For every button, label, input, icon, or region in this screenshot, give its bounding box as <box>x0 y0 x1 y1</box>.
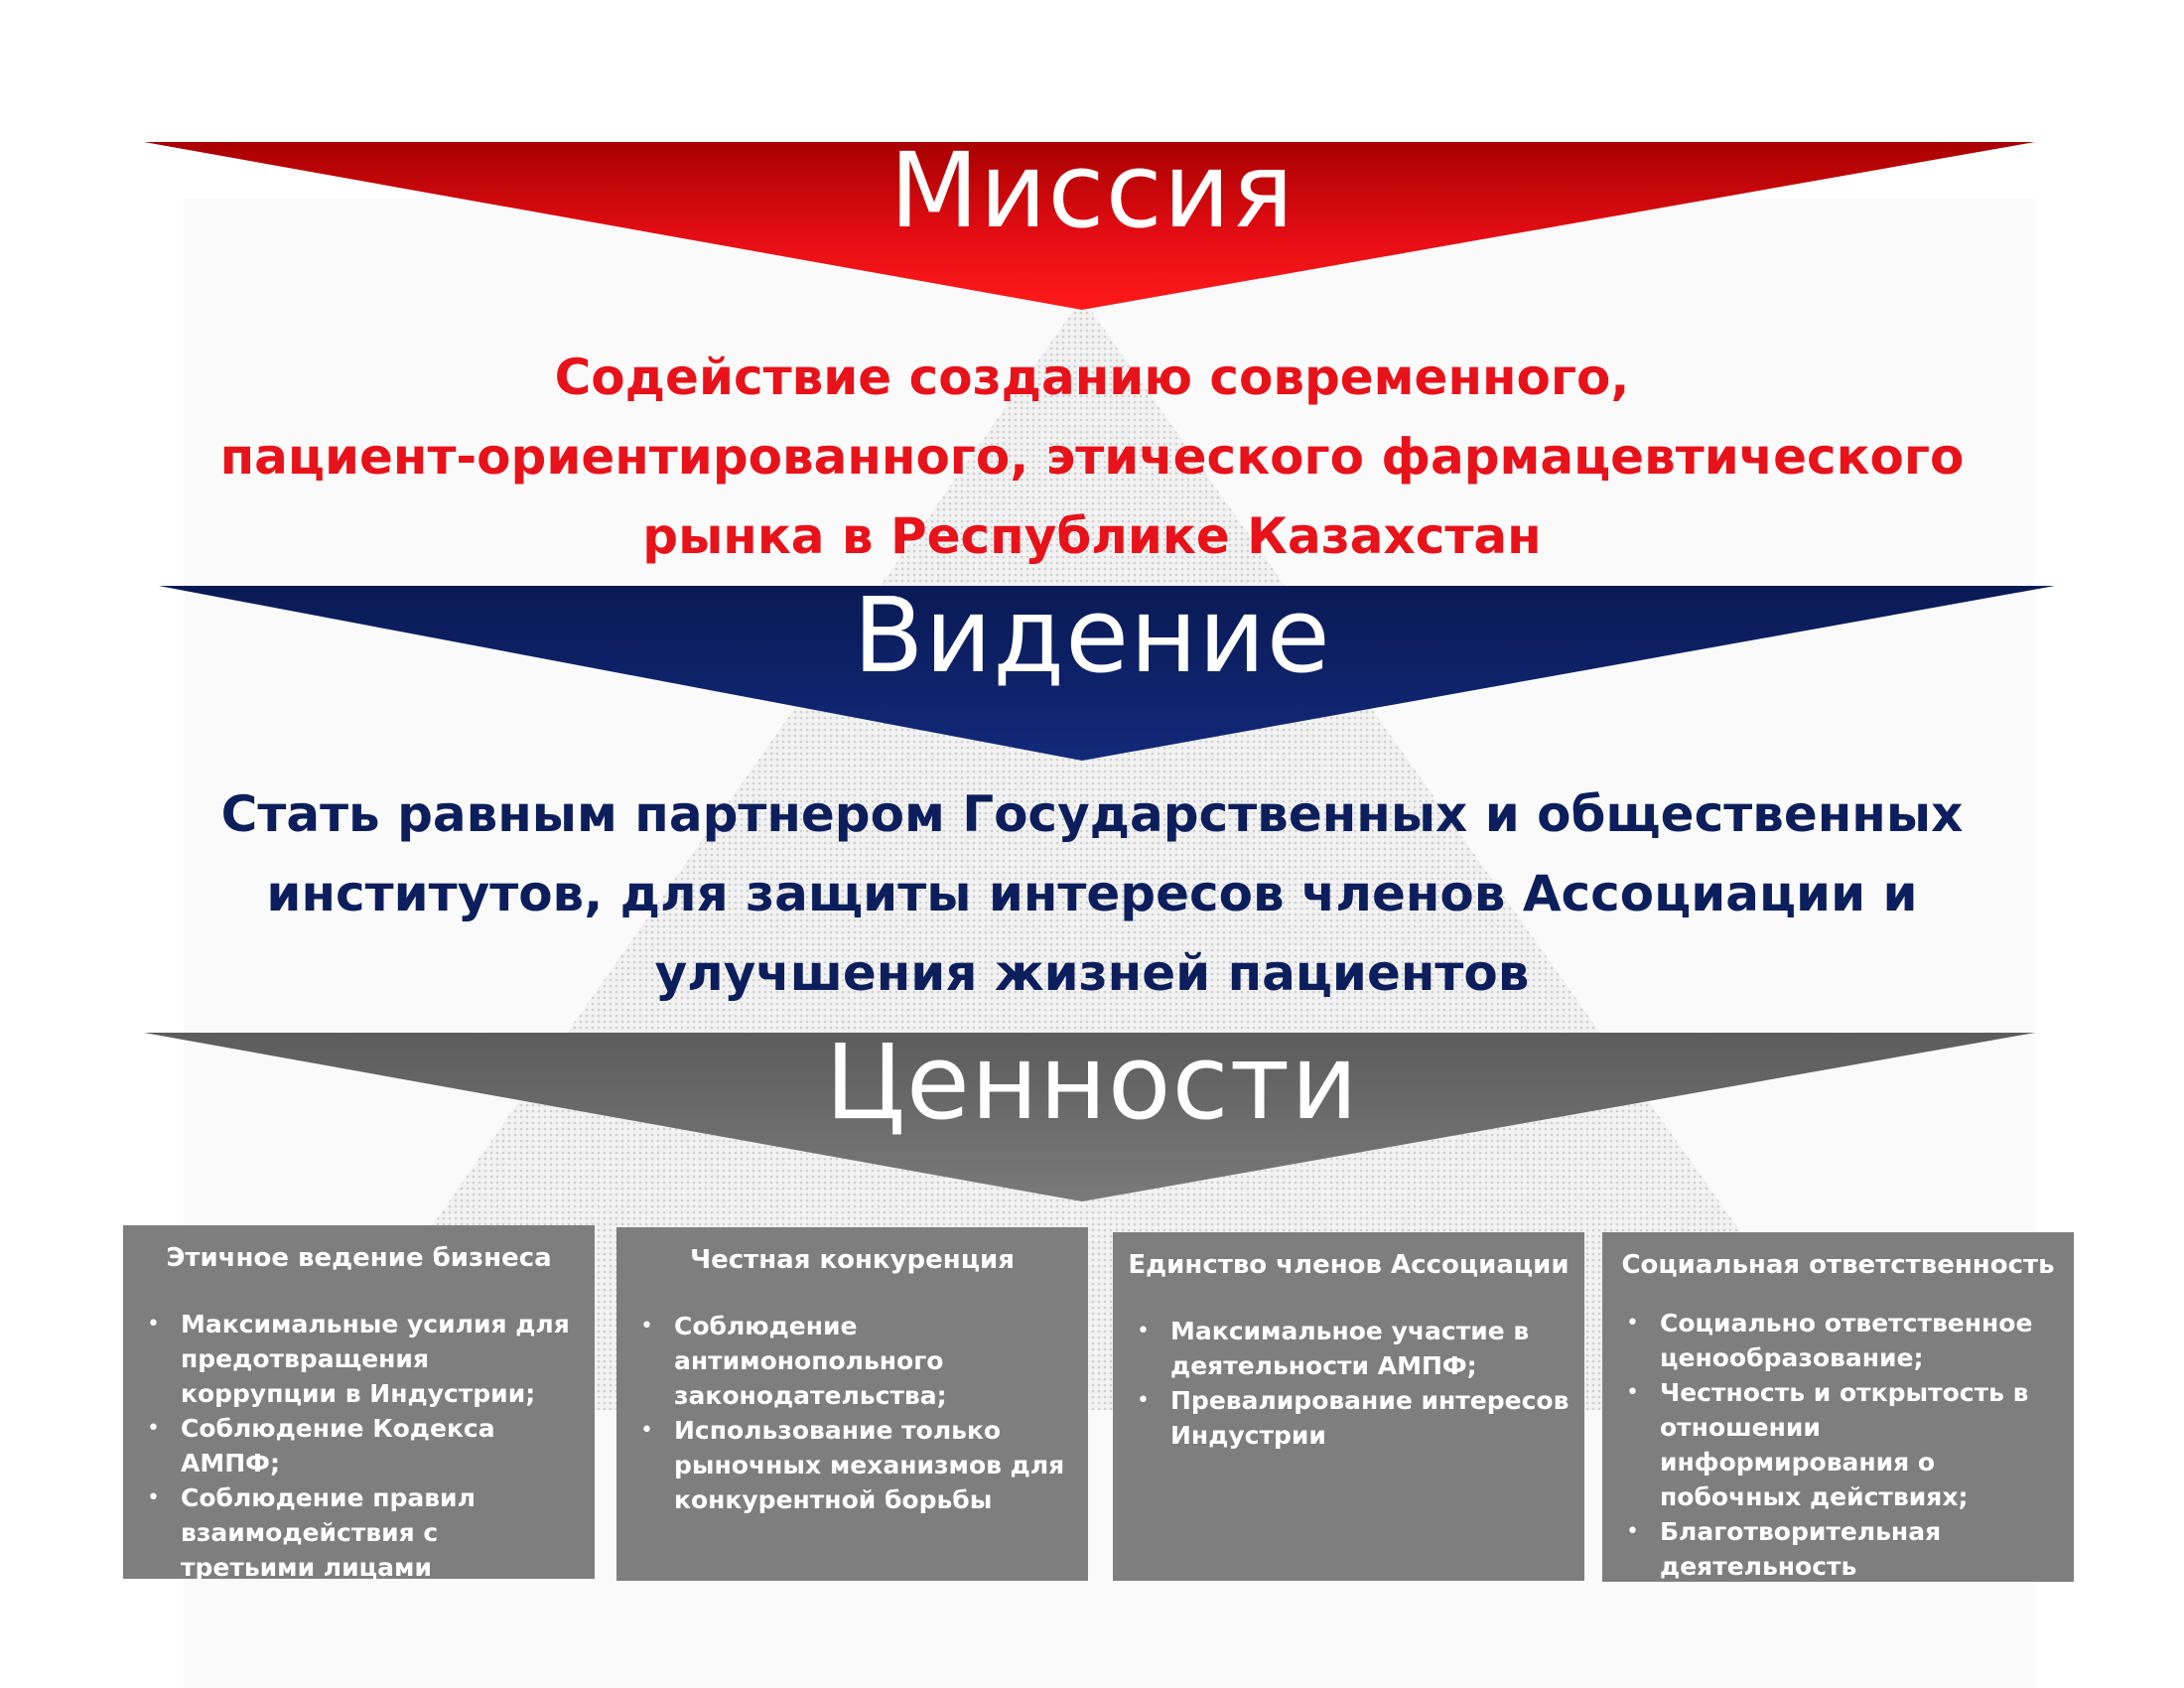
bullet-icon: • <box>640 1314 653 1338</box>
value-box-list <box>123 1307 595 1585</box>
list-item-text: Благотворительная деятельность <box>1660 1517 1942 1581</box>
list-item <box>1137 1383 1584 1453</box>
vision-line: институтов, для защиты интересов членов Ассоциации и <box>266 865 1918 922</box>
value-box-title: Социальная ответственность <box>1621 1250 2055 1280</box>
value-box-ethical-business <box>123 1225 595 1582</box>
list-item-text: Честность и открытость в отношении информирования о побочных действиях; <box>1660 1378 2029 1511</box>
bullet-icon: • <box>1137 1319 1150 1343</box>
bullet-icon: • <box>1626 1311 1639 1336</box>
bullet-icon: • <box>1626 1519 1639 1544</box>
list-item <box>147 1307 595 1411</box>
value-box-title: Этичное ведение бизнеса <box>166 1243 552 1273</box>
bullet-icon: • <box>147 1485 160 1510</box>
list-item <box>147 1411 595 1480</box>
value-box-list <box>1113 1314 1584 1453</box>
list-item-text: Максимальные усилия для предотвращения коррупции в Индустрии; <box>181 1310 570 1408</box>
mission-title: Миссия <box>889 130 1295 251</box>
value-box-list <box>1602 1306 2074 1584</box>
bullet-icon: • <box>1137 1388 1150 1413</box>
list-item <box>1626 1514 2074 1584</box>
list-item-text: Социально ответственное ценообразование; <box>1660 1309 2033 1372</box>
list-item-text: Использование только рыночных механизмов для конкурентной борьбы <box>674 1416 1065 1514</box>
vision-title: Видение <box>853 575 1331 696</box>
bullet-icon: • <box>147 1416 160 1441</box>
bullet-icon: • <box>640 1418 653 1443</box>
bullet-icon: • <box>147 1312 160 1336</box>
value-box-title: Честная конкуренция <box>690 1245 1015 1275</box>
mission-line: Содействие созданию современного, <box>554 349 1630 406</box>
list-item <box>1626 1375 2074 1514</box>
list-item <box>147 1480 595 1585</box>
list-item <box>640 1413 1088 1517</box>
value-box-list <box>616 1309 1088 1517</box>
value-box-fair-competition <box>616 1227 1088 1581</box>
bullet-icon: • <box>1626 1380 1639 1405</box>
list-item <box>1137 1314 1584 1383</box>
values-title: Ценности <box>825 1022 1359 1143</box>
list-item-text: Соблюдение Кодекса АМПФ; <box>181 1414 495 1477</box>
vision-statement <box>149 774 2035 1013</box>
list-item-text: Максимальное участие в деятельности АМПФ; <box>1170 1317 1530 1380</box>
value-box-social-responsibility <box>1602 1232 2074 1582</box>
vision-line: улучшения жизней пациентов <box>654 944 1530 1002</box>
list-item-text: Соблюдение правил взаимодействия с третьими лицами <box>181 1483 476 1582</box>
mission-statement <box>149 338 2035 576</box>
list-item-text: Превалирование интересов Индустрии <box>1170 1386 1570 1450</box>
list-item <box>1626 1306 2074 1375</box>
list-item-text: Соблюдение антимонопольного законодательства; <box>674 1312 947 1410</box>
value-box-title: Единство членов Ассоциации <box>1128 1250 1570 1280</box>
vision-line: Стать равным партнером Государственных и общественных <box>220 785 1964 843</box>
value-box-member-unity <box>1113 1232 1584 1581</box>
list-item <box>640 1309 1088 1413</box>
mission-line: пациент-ориентированного, этического фармацевтического <box>219 428 1965 486</box>
mission-line: рынка в Республике Казахстан <box>642 507 1542 565</box>
